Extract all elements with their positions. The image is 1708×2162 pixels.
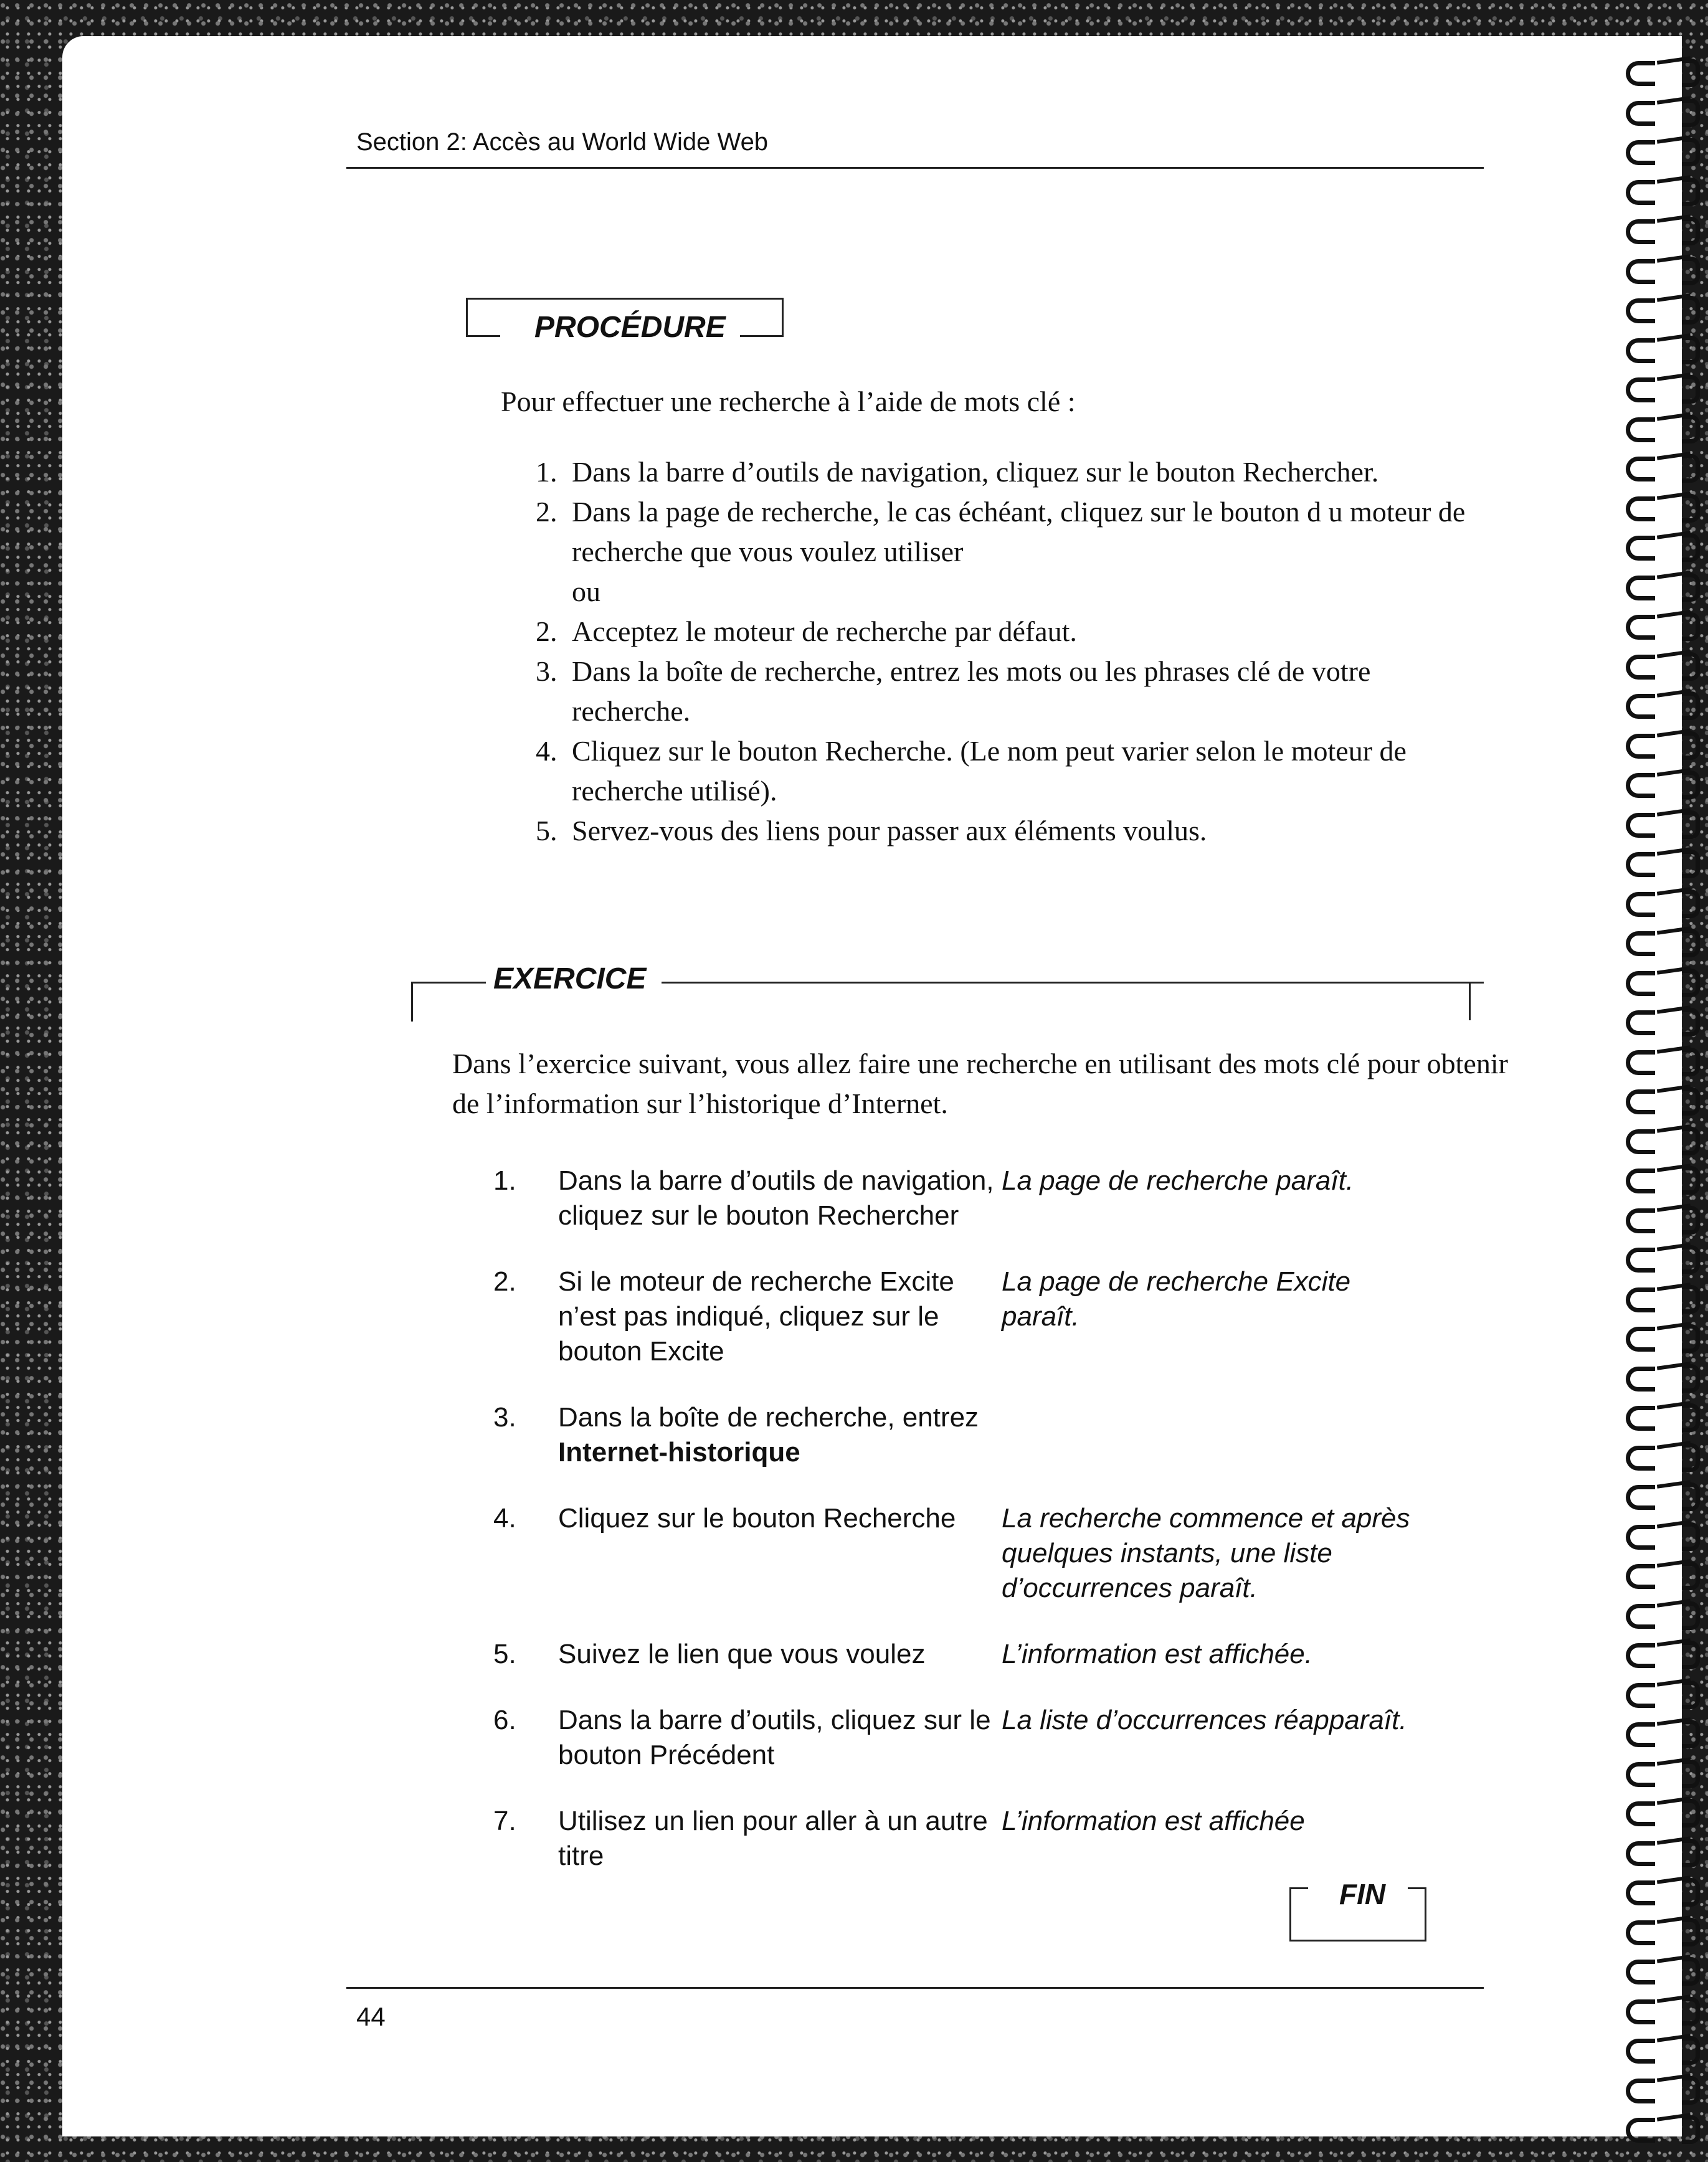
table-row: 6. Dans la barre d’outils, cliquez sur le bouton Précédent La liste d’occurrences réapparaît.: [493, 1705, 1407, 1770]
footer-rule: [346, 1987, 1484, 1989]
search-term: Internet-historique: [558, 1437, 800, 1467]
exercise-rule-right: [662, 982, 1484, 984]
spiral-coil: [1626, 1599, 1701, 1626]
fin-label: FIN: [1339, 1878, 1386, 1910]
spiral-coil: [1626, 689, 1701, 716]
table-row: 2. Si le moteur de recherche Excite n’est pas indiqué, cliquez sur le bouton Excite La page de recherche Excite paraît.: [493, 1266, 1351, 1367]
spiral-coil: [1626, 293, 1701, 321]
spiral-coil: [1626, 1757, 1701, 1785]
procedure-step: 2. Dans la page de recherche, le cas échéant, cliquez sur le bouton d u moteur de recherche que vous voulez utiliser: [536, 496, 1466, 567]
spiral-coil: [1626, 333, 1701, 361]
spiral-coil: [1626, 1915, 1701, 1943]
spiral-coil: [1626, 1084, 1701, 1112]
fin-box: [1289, 1874, 1426, 1942]
spiral-coil: [1626, 729, 1701, 756]
spiral-coil: [1626, 1243, 1701, 1270]
procedure-intro: Pour effectuer une recherche à l’aide de mots clé :: [501, 386, 1076, 417]
spiral-coil: [1626, 175, 1701, 202]
spiral-coil: [1626, 926, 1701, 954]
exercise-intro: Dans l’exercice suivant, vous allez faire une recherche en utilisant des mots clé pour obtenir de l’information sur l’historique d’Internet.: [452, 1048, 1508, 1119]
exercise-steps-table: [486, 1164, 1413, 1874]
procedure-step: 2. Acceptez le moteur de recherche par défaut.: [536, 615, 1077, 647]
spiral-coil: [1626, 571, 1701, 598]
spiral-coil: [1626, 372, 1701, 400]
spiral-coil: [1626, 412, 1701, 440]
spiral-coil: [1626, 887, 1701, 914]
page-number: 44: [356, 2002, 386, 2031]
spiral-coil: [1626, 1559, 1701, 1586]
procedure-label: PROCÉDURE: [534, 311, 726, 344]
spiral-coil: [1626, 610, 1701, 637]
spiral-coil: [1626, 1678, 1701, 1705]
spiral-coil: [1626, 847, 1701, 875]
procedure-steps: [536, 452, 1483, 851]
procedure-step: 1. Dans la barre d’outils de navigation, cliquez sur le bouton Rechercher.: [536, 456, 1379, 488]
spiral-coil: [1626, 1322, 1701, 1349]
spiral-coil: [1626, 1005, 1701, 1033]
spiral-coil: [1626, 1955, 1701, 1982]
spiral-coil: [1626, 1875, 1701, 1903]
spiral-coil: [1626, 96, 1701, 123]
spiral-coil: [1626, 1717, 1701, 1745]
spiral-coil: [1626, 1796, 1701, 1824]
spiral-coil: [1626, 1124, 1701, 1152]
spiral-coil: [1626, 214, 1701, 242]
spiral-coil: [1626, 966, 1701, 993]
spiral-coil: [1626, 768, 1701, 795]
spiral-coil: [1626, 1401, 1701, 1428]
section-header: Section 2: Accès au World Wide Web: [356, 128, 769, 156]
procedure-step: 5. Servez-vous des liens pour passer aux éléments voulus.: [536, 815, 1207, 846]
exercise-label: EXERCICE: [493, 962, 647, 995]
exercise-bracket-right: [1469, 982, 1471, 1020]
header-rule: [346, 167, 1484, 169]
procedure-step-or: ou: [572, 576, 600, 607]
document-page: [62, 36, 1682, 2136]
procedure-step: 3. Dans la boîte de recherche, entrez les mots ou les phrases clé de votre recherche.: [536, 655, 1371, 727]
spiral-coil: [1626, 2074, 1701, 2101]
spiral-coil: [1626, 1441, 1701, 1468]
table-row: 3. Dans la boîte de recherche, entrez Internet-historique: [493, 1402, 979, 1467]
procedure-label-box: [466, 260, 784, 344]
spiral-coil: [1626, 531, 1701, 558]
table-row: 5. Suivez le lien que vous voulez L’information est affichée.: [493, 1639, 1312, 1669]
spiral-coil: [1626, 1362, 1701, 1389]
spiral-coil: [1626, 1836, 1701, 1864]
spiral-coil: [1626, 808, 1701, 835]
exercise-rule-left: [411, 982, 486, 984]
spiral-coil: [1626, 1994, 1701, 2022]
spiral-coil: [1626, 1638, 1701, 1666]
spiral-binding: [1620, 31, 1708, 2136]
spiral-coil: [1626, 1480, 1701, 1507]
spiral-coil: [1626, 2113, 1701, 2140]
spiral-coil: [1626, 1203, 1701, 1231]
exercise-bracket-left: [411, 983, 413, 1022]
table-row: 7. Utilisez un lien pour aller à un autre titre L’information est affichée: [493, 1806, 1305, 1871]
spiral-coil: [1626, 1283, 1701, 1310]
spiral-coil: [1626, 1164, 1701, 1191]
spiral-coil: [1626, 135, 1701, 163]
spiral-coil: [1626, 1045, 1701, 1073]
spiral-coil: [1626, 254, 1701, 282]
spiral-coil: [1626, 56, 1701, 83]
table-row: 4. Cliquez sur le bouton Recherche La recherche commence et après quelques instants, une liste d’occurrences paraît.: [493, 1503, 1410, 1603]
spiral-coil: [1626, 452, 1701, 479]
table-row: 1. Dans la barre d’outils de navigation, cliquez sur le bouton Rechercher La page de recherche paraît.: [493, 1165, 1354, 1231]
spiral-coil: [1626, 2034, 1701, 2061]
spiral-coil: [1626, 491, 1701, 519]
procedure-step: 4. Cliquez sur le bouton Recherche. (Le nom peut varier selon le moteur de recherche utilisé).: [536, 735, 1407, 807]
spiral-coil: [1626, 1520, 1701, 1547]
spiral-coil: [1626, 650, 1701, 677]
